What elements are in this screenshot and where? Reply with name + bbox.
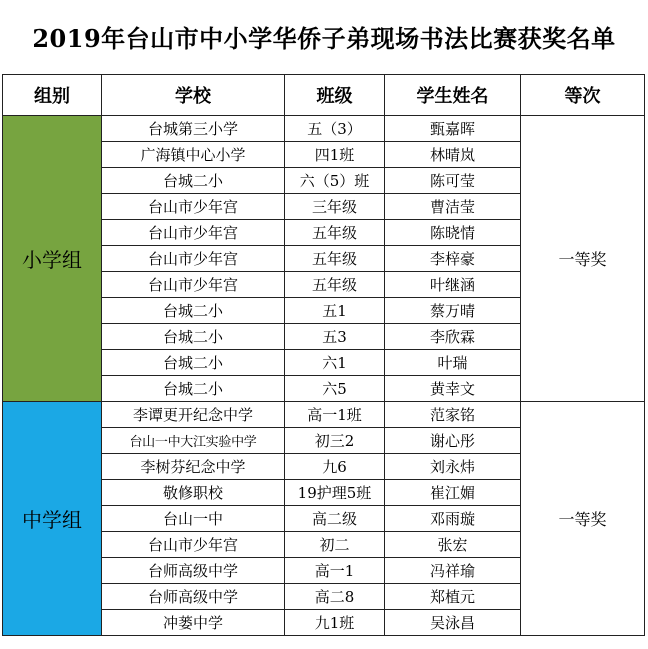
school-cell: 广海镇中心小学 [102, 142, 285, 168]
student-name-cell: 谢心彤 [385, 428, 521, 454]
student-name-cell: 林晴岚 [385, 142, 521, 168]
class-cell: 高一1 [285, 558, 385, 584]
school-cell: 台山市少年宫 [102, 532, 285, 558]
school-cell: 台山市少年宫 [102, 246, 285, 272]
class-cell: 四1班 [285, 142, 385, 168]
group-cell: 小学组 [3, 116, 102, 402]
student-name-cell: 刘永炜 [385, 454, 521, 480]
school-cell: 台城第三小学 [102, 116, 285, 142]
group-cell: 中学组 [3, 402, 102, 636]
school-cell: 台城二小 [102, 350, 285, 376]
table-row [3, 402, 645, 428]
class-cell: 五3 [285, 324, 385, 350]
class-cell: 五（3） [285, 116, 385, 142]
class-cell: 六1 [285, 350, 385, 376]
student-name-cell: 冯祥瑜 [385, 558, 521, 584]
class-cell: 初三2 [285, 428, 385, 454]
class-cell: 五年级 [285, 246, 385, 272]
school-cell: 台城二小 [102, 376, 285, 402]
student-name-cell: 吴泳昌 [385, 610, 521, 636]
award-table [2, 74, 645, 636]
school-cell: 冲蒌中学 [102, 610, 285, 636]
class-cell: 九1班 [285, 610, 385, 636]
student-name-cell: 黄幸文 [385, 376, 521, 402]
class-cell: 三年级 [285, 194, 385, 220]
class-cell: 六（5）班 [285, 168, 385, 194]
header-student-name: 学生姓名 [385, 75, 521, 116]
student-name-cell: 甄嘉晖 [385, 116, 521, 142]
student-name-cell: 陈可莹 [385, 168, 521, 194]
school-cell: 台山市少年宫 [102, 194, 285, 220]
student-name-cell: 崔江媚 [385, 480, 521, 506]
school-cell: 台山一中 [102, 506, 285, 532]
class-cell: 九6 [285, 454, 385, 480]
school-cell: 台师高级中学 [102, 584, 285, 610]
school-cell: 李谭更开纪念中学 [102, 402, 285, 428]
student-name-cell: 叶瑞 [385, 350, 521, 376]
student-name-cell: 邓雨璇 [385, 506, 521, 532]
header-group: 组别 [3, 75, 102, 116]
school-cell: 台师高级中学 [102, 558, 285, 584]
header-award: 等次 [521, 75, 645, 116]
table-row [3, 116, 645, 142]
table-body [3, 116, 645, 636]
student-name-cell: 张宏 [385, 532, 521, 558]
school-cell: 台城二小 [102, 168, 285, 194]
student-name-cell: 叶继涵 [385, 272, 521, 298]
school-cell: 台山市少年宫 [102, 220, 285, 246]
school-cell: 台山市少年宫 [102, 272, 285, 298]
header-school: 学校 [102, 75, 285, 116]
award-cell: 一等奖 [521, 402, 645, 636]
header-row [3, 75, 645, 116]
school-cell: 敬修职校 [102, 480, 285, 506]
student-name-cell: 曹洁莹 [385, 194, 521, 220]
school-cell: 李树芬纪念中学 [102, 454, 285, 480]
student-name-cell: 陈晓情 [385, 220, 521, 246]
class-cell: 高二级 [285, 506, 385, 532]
class-cell: 五年级 [285, 272, 385, 298]
class-cell: 五1 [285, 298, 385, 324]
student-name-cell: 范家铭 [385, 402, 521, 428]
school-cell: 台城二小 [102, 324, 285, 350]
student-name-cell: 郑植元 [385, 584, 521, 610]
header-class: 班级 [285, 75, 385, 116]
student-name-cell: 蔡万晴 [385, 298, 521, 324]
class-cell: 五年级 [285, 220, 385, 246]
class-cell: 高二8 [285, 584, 385, 610]
class-cell: 19护理5班 [285, 480, 385, 506]
class-cell: 高一1班 [285, 402, 385, 428]
student-name-cell: 李梓豪 [385, 246, 521, 272]
class-cell: 初二 [285, 532, 385, 558]
award-cell: 一等奖 [521, 116, 645, 402]
class-cell: 六5 [285, 376, 385, 402]
school-cell: 台城二小 [102, 298, 285, 324]
school-cell: 台山一中大江实验中学 [102, 428, 285, 454]
document-title: 2019年台山市中小学华侨子弟现场书法比赛获奖名单 [32, 23, 616, 53]
student-name-cell: 李欣霖 [385, 324, 521, 350]
